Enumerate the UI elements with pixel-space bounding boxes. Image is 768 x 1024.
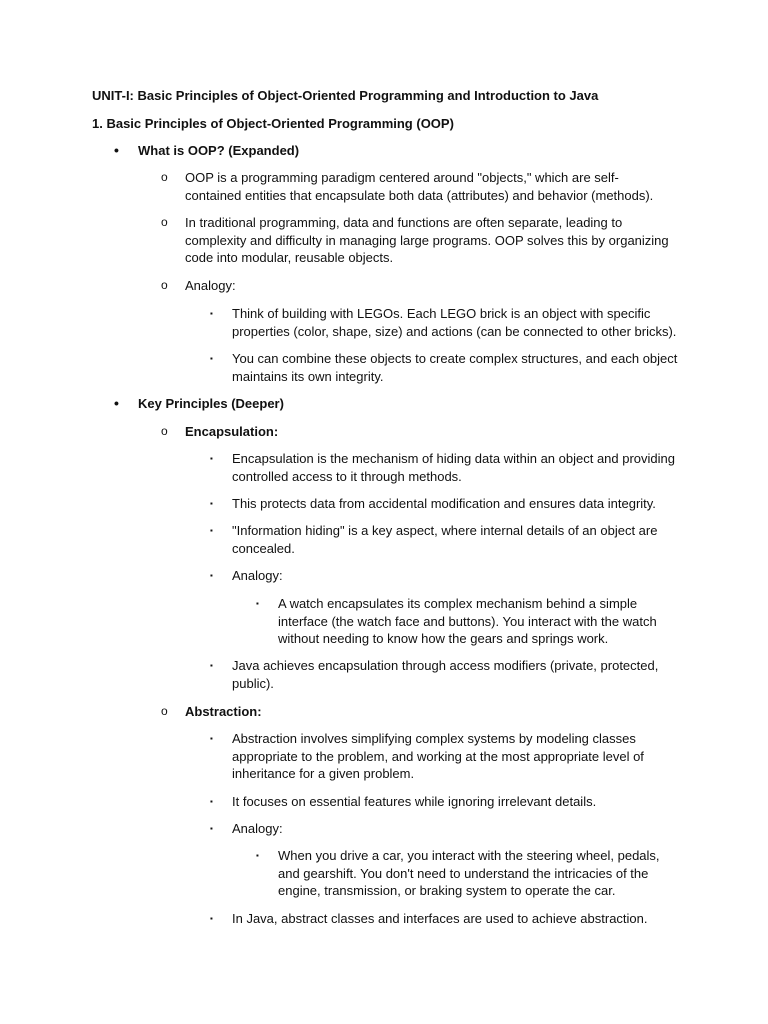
list-item-access-modifiers — [210, 657, 682, 692]
list-item-text: In traditional programming, data and functions are often separate, leading to complexity and difficulty in managing large programs. OOP solves this by organizing code into modular, reusable objects. — [185, 215, 669, 265]
square-bullet-icon: ▪ — [210, 499, 213, 508]
list-item-text: Encapsulation: — [185, 424, 279, 439]
list-item-text: You can combine these objects to create complex structures, and each object maintains its own integrity. — [232, 351, 678, 384]
bullet-key-principles — [114, 395, 718, 413]
list-item-combine-objects — [210, 350, 682, 385]
square-bullet-icon: ▪ — [210, 797, 213, 806]
square-bullet-icon: ▪ — [210, 454, 213, 463]
list-item-encapsulation-analogy — [210, 567, 682, 585]
list-item-data-protection — [210, 495, 682, 513]
circle-bullet-icon: o — [161, 424, 168, 438]
list-item-text: Analogy: — [232, 568, 283, 583]
list-item-text: "Information hiding" is a key aspect, where internal details of an object are concealed. — [232, 523, 658, 556]
circle-bullet-icon: o — [161, 704, 168, 718]
list-item-car-analogy — [256, 847, 673, 900]
section-heading-oop-principles: 1. Basic Principles of Object-Oriented Programming (OOP) — [92, 116, 454, 131]
list-item-text: When you drive a car, you interact with the steering wheel, pedals, and gearshift. You don't need to understand the intricacies of the engine, transmission, or braking system to operate the car. — [278, 848, 660, 898]
list-item-text: OOP is a programming paradigm centered around "objects," which are self-contained entities that encapsulate both data (attributes) and behavior (methods). — [185, 170, 654, 203]
square-bullet-icon: ▪ — [210, 914, 213, 923]
circle-bullet-icon: o — [161, 215, 168, 229]
square-bullet-icon: ▪ — [210, 661, 213, 670]
list-item-oop-analogy — [161, 277, 675, 295]
list-item-text: Abstraction: — [185, 704, 262, 719]
square-bullet-icon: ▪ — [210, 824, 213, 833]
list-item-oop-definition — [161, 169, 675, 204]
list-item-text: Java achieves encapsulation through access modifiers (private, protected, public). — [232, 658, 659, 691]
list-item-text: Think of building with LEGOs. Each LEGO brick is an object with specific properties (color, shape, size) and actions (can be connected to other bricks). — [232, 306, 677, 339]
square-bullet-icon: ▪ — [256, 851, 259, 860]
square-bullet-icon: ▪ — [210, 526, 213, 535]
list-item-text: Encapsulation is the mechanism of hiding data within an object and providing controlled access to it through methods. — [232, 451, 675, 484]
list-item-text: This protects data from accidental modification and ensures data integrity. — [232, 496, 656, 511]
list-item-abstraction — [161, 703, 675, 721]
document-title: UNIT-I: Basic Principles of Object-Oriented Programming and Introduction to Java — [92, 88, 599, 103]
list-item-text: Analogy: — [232, 821, 283, 836]
bullet-what-is-oop — [114, 142, 718, 160]
list-item-encapsulation — [161, 423, 675, 441]
bullet-text: Key Principles (Deeper) — [138, 396, 284, 411]
list-item-traditional-programming — [161, 214, 675, 267]
bullet-text: What is OOP? (Expanded) — [138, 143, 300, 158]
list-item-text: A watch encapsulates its complex mechanism behind a simple interface (the watch face and buttons). You interact with the watch without needing to know how the gears and springs work. — [278, 596, 657, 646]
circle-bullet-icon: o — [161, 170, 168, 184]
list-item-essential-features — [210, 793, 682, 811]
list-item-text: Abstraction involves simplifying complex systems by modeling classes appropriate to the problem, and working at the most appropriate level of inheritance for a given problem. — [232, 731, 644, 781]
list-item-abstraction-definition — [210, 730, 682, 783]
square-bullet-icon: ▪ — [210, 354, 213, 363]
square-bullet-icon: ▪ — [256, 599, 259, 608]
list-item-text: In Java, abstract classes and interfaces are used to achieve abstraction. — [232, 911, 648, 926]
disc-bullet-icon: • — [114, 142, 119, 158]
list-item-watch-analogy — [256, 595, 673, 648]
list-item-information-hiding — [210, 522, 682, 557]
list-item-encapsulation-definition — [210, 450, 682, 485]
square-bullet-icon: ▪ — [210, 571, 213, 580]
disc-bullet-icon: • — [114, 395, 119, 411]
square-bullet-icon: ▪ — [210, 309, 213, 318]
list-item-text: Analogy: — [185, 278, 236, 293]
list-item-abstraction-analogy — [210, 820, 682, 838]
circle-bullet-icon: o — [161, 278, 168, 292]
list-item-java-abstraction — [210, 910, 682, 928]
list-item-text: It focuses on essential features while ignoring irrelevant details. — [232, 794, 597, 809]
list-item-lego-analogy — [210, 305, 682, 340]
square-bullet-icon: ▪ — [210, 734, 213, 743]
